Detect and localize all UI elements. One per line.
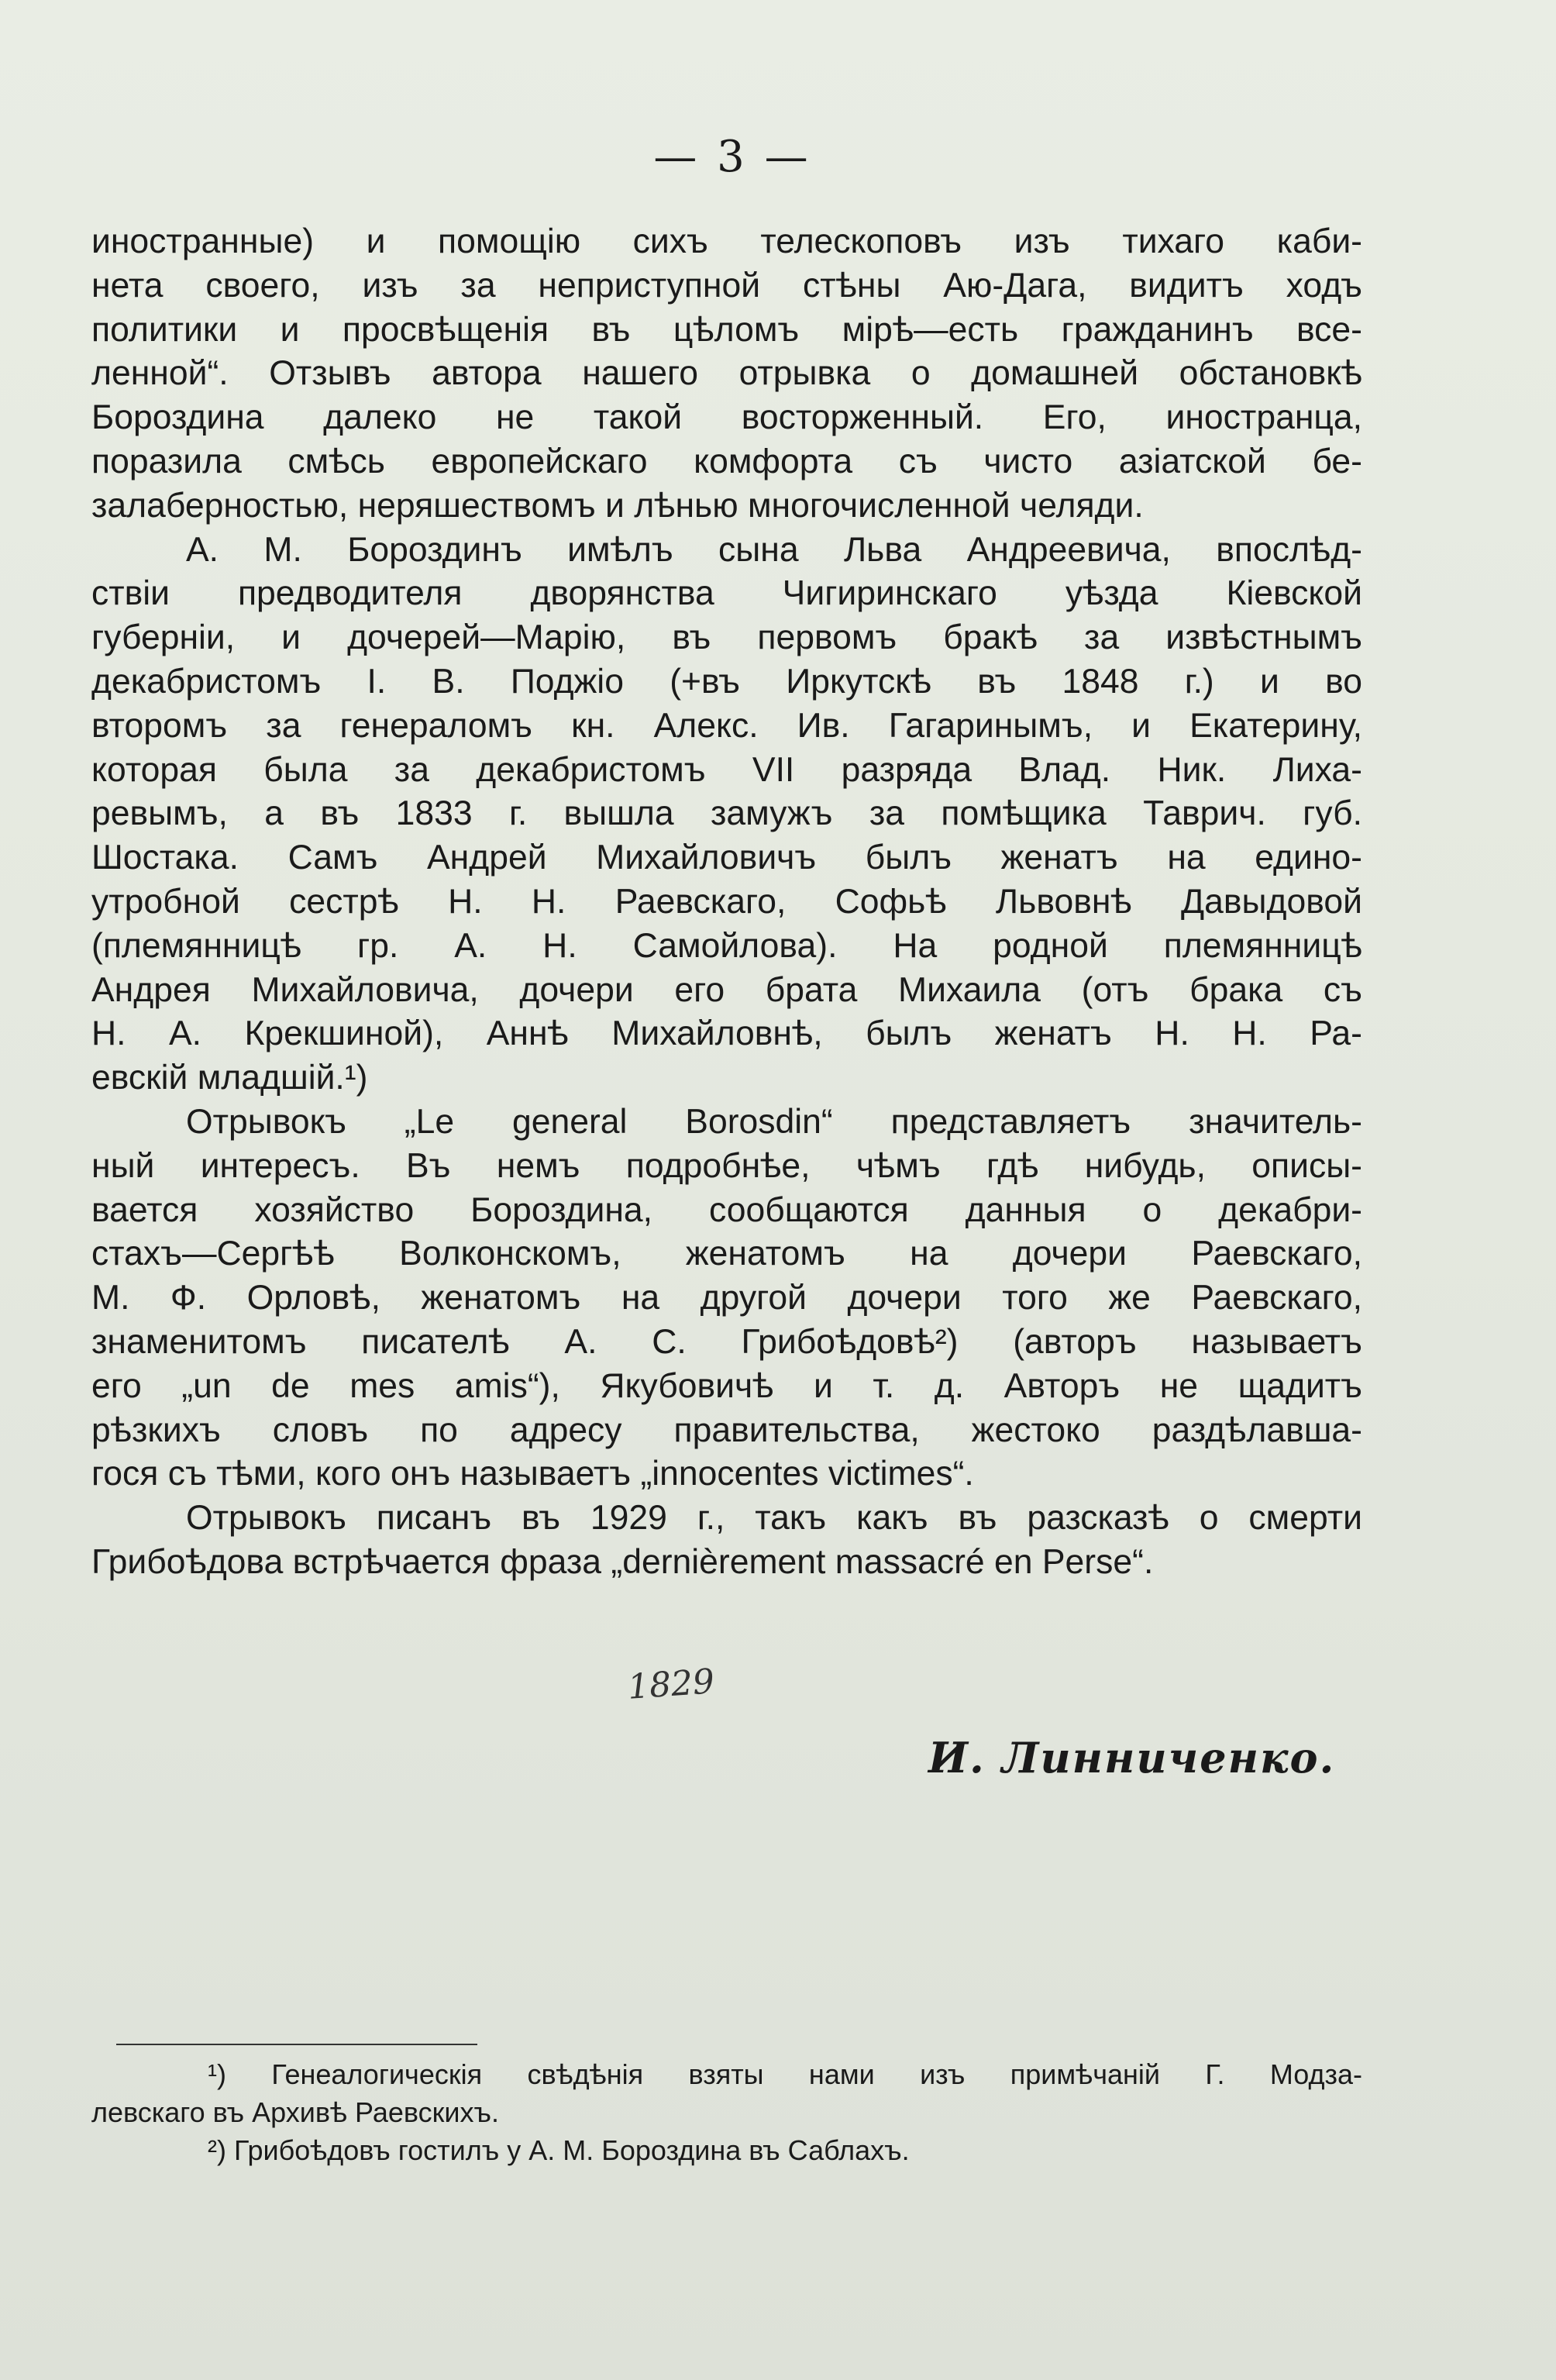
text-line: рѣзкихъ словъ по адресу правительства, жестоко раздѣлавша- [91,1410,1362,1449]
text-line: (племянницѣ гр. А. Н. Самойлова). На родной племянницѣ [91,926,1362,965]
footnotes [91,2055,1362,2169]
text-line: иностранные) и помощію сихъ телескоповъ изъ тихаго каби- [91,222,1362,260]
text-line: М. Ф. Орловѣ, женатомъ на другой дочери того же Раевскаго, [91,1279,1362,1317]
text-line: ревымъ, а въ 1833 г. вышла замужъ за помѣщика Таврич. губ. [91,794,1362,833]
text-line: Андрея Михайловича, дочери его брата Михаила (отъ брака съ [91,970,1362,1009]
text-line: губерніи, и дочерей—Марію, въ первомъ бракѣ за извѣстнымъ [91,618,1362,657]
text-line: второмъ за генераломъ кн. Алекс. Ив. Гагаринымъ, и Екатерину, [91,706,1362,745]
footnote-line: ²) Грибоѣдовъ гостилъ у А. М. Бороздина въ Саблахъ. [208,2134,910,2166]
text-line: ствіи предводителя дворянства Чигиринскаго уѣзда Кіевской [91,574,1362,613]
page-number: — 3 — [653,132,811,182]
text-line: евскій младшій.¹) [91,1059,368,1097]
body-text [91,220,1362,1585]
text-line: вается хозяйство Бороздина, сообщаются данныя о декабри- [91,1190,1362,1229]
text-line: гося съ тѣми, кого онъ называетъ „innocentes victimes“. [91,1455,974,1493]
text-line: знаменитомъ писателѣ А. С. Грибоѣдовѣ²) (авторъ называетъ [91,1322,1362,1361]
text-line: стахъ—Сергѣѣ Волконскомъ, женатомъ на дочери Раевскаго, [91,1235,1362,1273]
text-line: нета своего, изъ за неприступной стѣны Аю-Дага, видитъ ходъ [91,266,1362,305]
text-line: декабристомъ І. В. Поджіо (+въ Иркутскѣ въ 1848 г.) и во [91,662,1362,701]
text-line: Шостака. Самъ Андрей Михайловичъ былъ женатъ на едино- [91,839,1362,877]
text-line: ный интересъ. Въ немъ подробнѣе, чѣмъ гдѣ нибудь, описы- [91,1146,1362,1185]
text-line: Бороздина далеко не такой восторженный. Его, иностранца, [91,398,1362,437]
text-line: залаберностью, неряшествомъ и лѣнью многочисленной челяди. [91,486,1144,525]
text-line: политики и просвѣщенія въ цѣломъ мірѣ—есть гражданинъ все- [91,310,1362,349]
text-line: которая была за декабристомъ VII разряда Влад. Ник. Лиха- [91,750,1362,789]
footnote-divider [116,2044,477,2045]
text-line: его „un de mes amis“), Якубовичѣ и т. д. Авторъ не щадитъ [91,1366,1362,1405]
text-line: Отрывокъ писанъ въ 1929 г., такъ какъ въ разсказѣ о смерти [186,1499,1362,1538]
text-line: Н. А. Крекшиной), Аннѣ Михайловнѣ, былъ женатъ Н. Н. Ра- [91,1014,1362,1053]
handwritten-note: 1829 [626,1662,716,1707]
text-line: ленной“. Отзывъ автора нашего отрывка о домашней обстановкѣ [91,354,1362,393]
text-line: Отрывокъ „Le general Borosdin“ представляетъ значитель- [186,1102,1362,1141]
text-line: утробной сестрѣ Н. Н. Раевскаго, Софьѣ Львовнѣ Давыдовой [91,882,1362,921]
footnote-line: левскаго въ Архивѣ Раевскихъ. [91,2096,499,2128]
text-line: А. М. Бороздинъ имѣлъ сына Льва Андреевича, впослѣд- [186,530,1362,569]
footnote-line: ¹) Генеалогическія свѣдѣнія взяты нами изъ примѣчаній Г. Модза- [208,2058,1362,2090]
author-signature: И. Линниченко. [928,1733,1336,1782]
text-line: поразила смѣсь европейскаго комфорта съ чисто азіатской бе- [91,442,1362,480]
text-line: Грибоѣдова встрѣчается фраза „dernièrement massacré en Perse“. [91,1542,1154,1581]
